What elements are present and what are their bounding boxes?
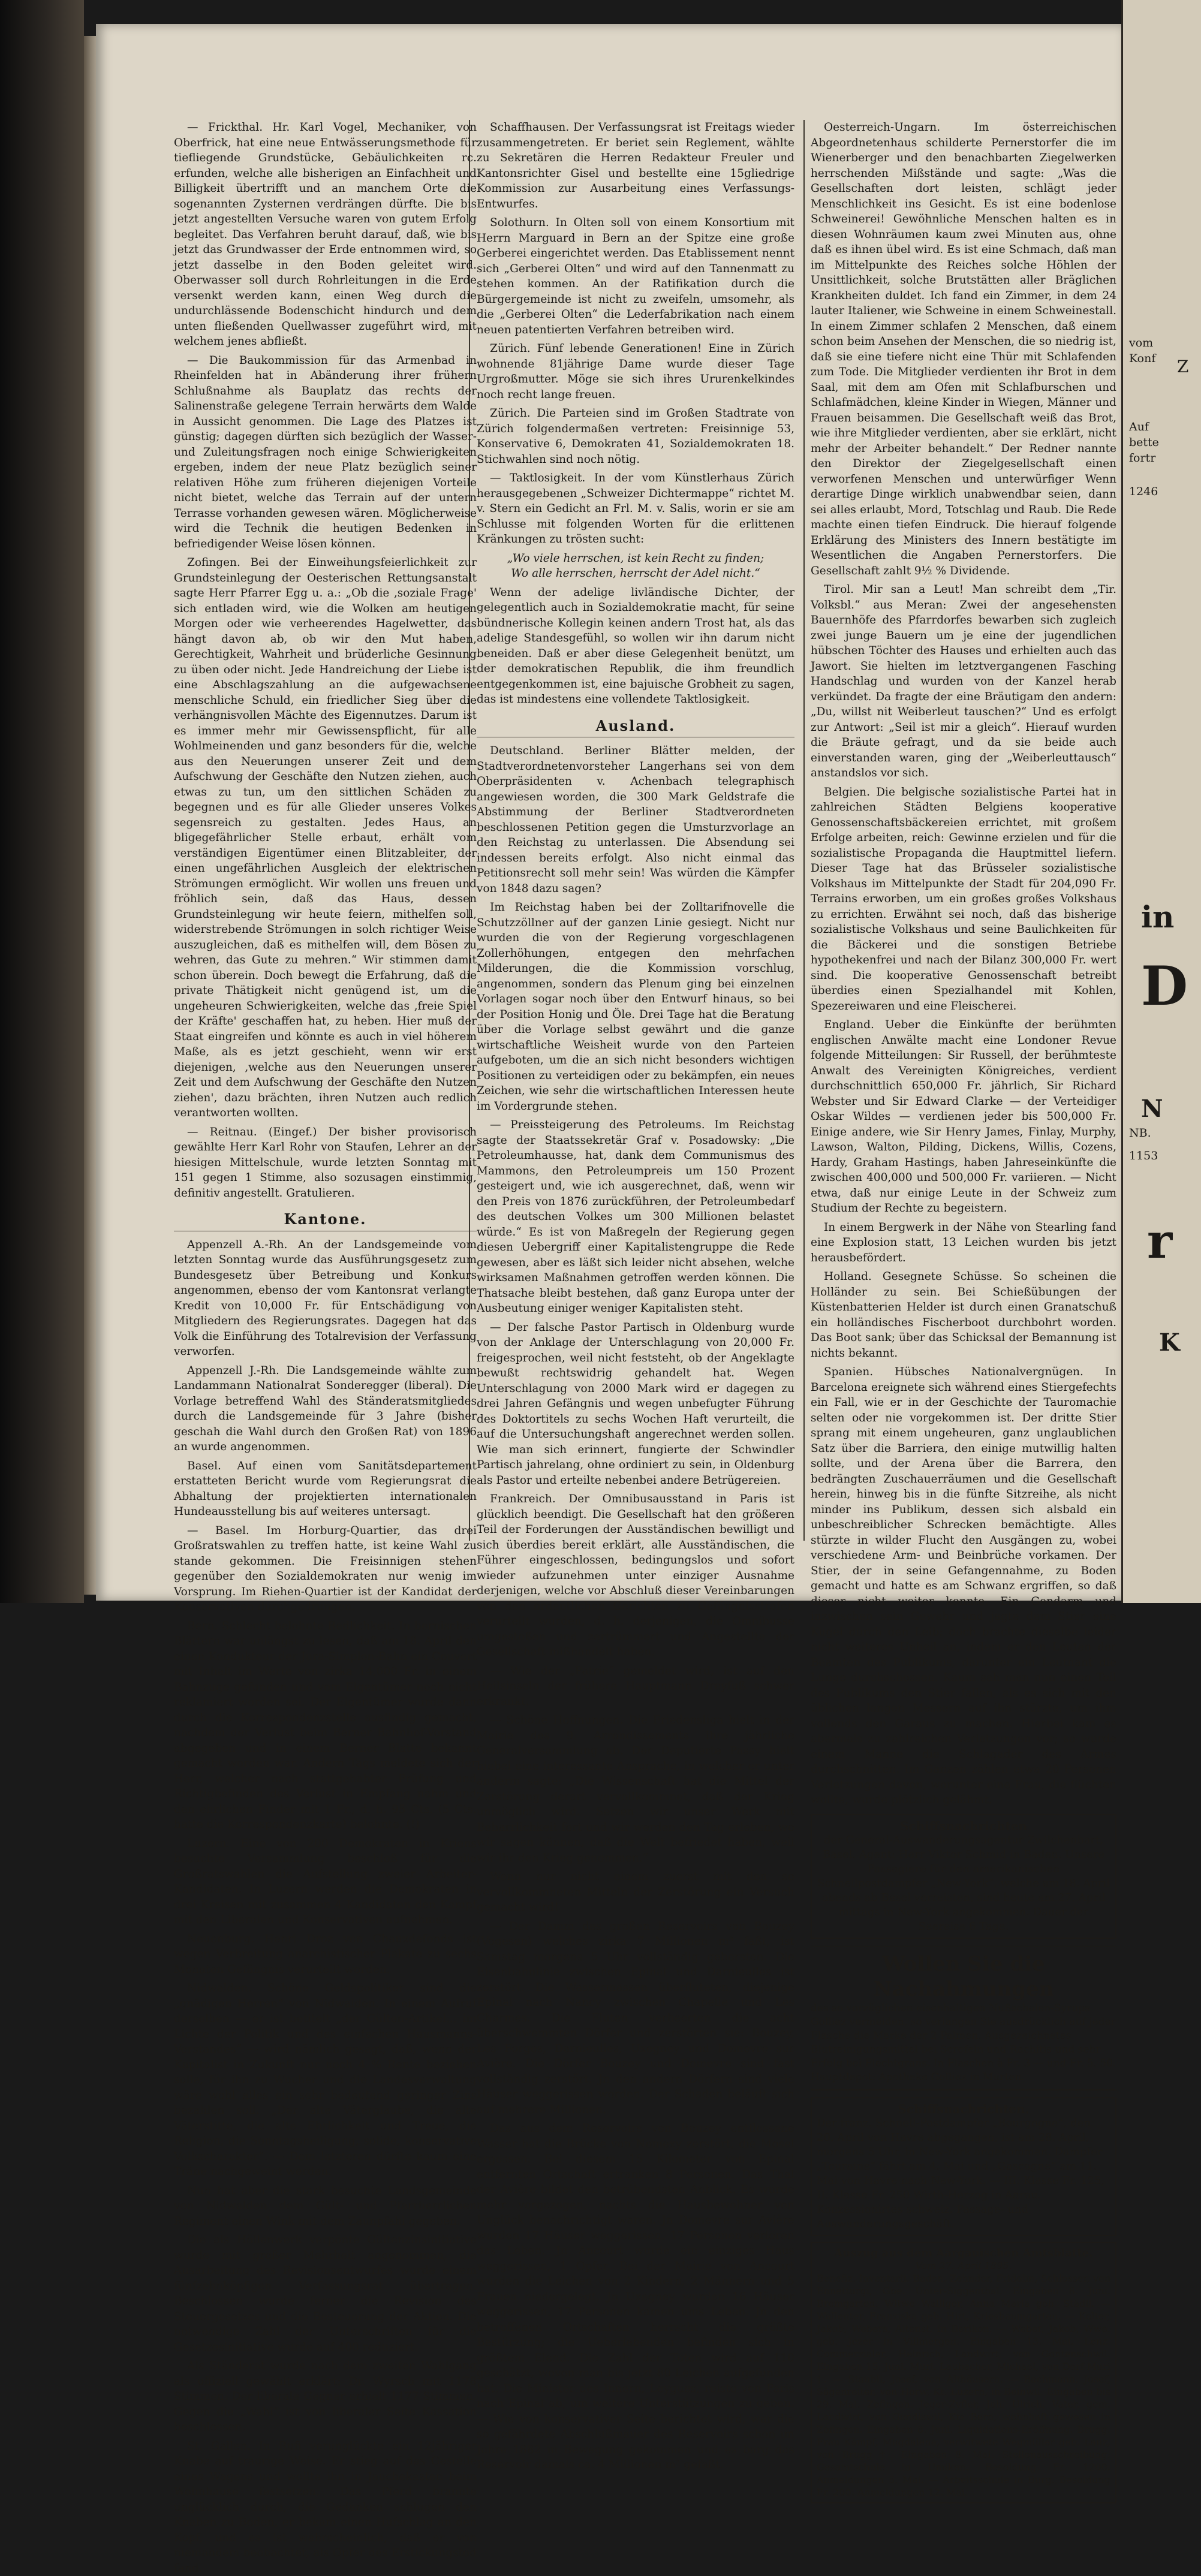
verse-line: Wo alle herrschen, herrscht der Adel nicht.“ xyxy=(477,566,794,582)
advert-golliez xyxy=(811,1945,1116,2091)
adjacent-page-fragment: N xyxy=(1141,1091,1163,1127)
column-rule xyxy=(803,120,805,1541)
article-bern: Bern. Schlecht belohnte Redlichkeit. In bernischen Blättern war unlängst zu lesen, daß am 18. April den einen Kondukteur der Jura-Simplon-Bahn ein Couvert mit Inhalt im Werte von zirka 14,000 Fr. in einem Bahnzuge gefunden und vom Eigentümer noch nicht reklamiert worden sei. Der Eigentümer wurde dann durch die Korrespondenzstelle ausfindig gemacht, nachdem der Verlust beim Berner Bahnhof-Vorstand abgegeben und in einem Berner Blatte bekannt gemacht worden war. Andern Tags meldete sich der Herr, welcher nach stattgehabter Prüfung und Richtigbefinden des Verlust in Empfang nahm und den ehrlichen Finder mit 1 Fr., d. h. 95 Cts. (5 Cts. hatte die Korrespondenzkarte) belohnte. (!) xyxy=(174,1619,477,1833)
article-oesterreich: Oesterreich-Ungarn. Im österreichischen Abgeordnetenhaus schilderte Pernerstorfer die im Wienerberger und den benachbarten Ziegelwerken herrschenden Mißstände und sagte: „Was die Gesellschaften dort leisten, schlägt jeder Menschlichkeit ins Gesicht. Es ist eine bodenlose Schweinerei! Gewöhnliche Menschen halten es in diesen Wohnräumen kaum zwei Minuten aus, ohne daß es ihnen übel wird. Es ist eine Schmach, daß man im Mittelpunkte des Reiches solche Höhlen der Unsittlichkeit, solche Brutstätten aller Bräglichen Krankheiten duldet. Ich fand ein Zimmer, in dem 24 lauter Italiener, wie Schweine in einem Schweinestall. In einem Zimmer schlafen 2 Menschen, daß einem schon beim Ansehen der Menschen, die so niedrig ist, daß sie eine tiefere nicht eine Thür mit Schlafenden zum Tode. Die Mitglieder verdienten ihr Brot in dem Saal, mit dem am Ofen mit Schlafburschen und Schlafmädchen, kleine Kinder in Wiegen, Männer und Frauen beisammen. Die Gesellschaft weiß das Brot, wie ihre Mitglieder verdienten, aber sie erklärt, nicht mehr der Arbeiter behandelt.“ Der Redner nannte den Direktor der Ziegelgesellschaft einen verworfenen Menschen und unterwürfiger Wenn derartige Dinge wirklich unabwendbar seien, dann sei alles erlaubt, Mord, Totschlag und Raub. Die Rede machte einen tiefen Eindruck. Die hierauf folgende Erklärung des Ministers des Innern bestätigte im Wesentlichen die Angaben Pernerstorfers. Die Gesellschaft zahlt 9½ % Dividende. xyxy=(811,120,1116,579)
article-pastor: — Der falsche Pastor Partisch in Oldenburg wurde von der Anklage der Unterschlagung von 20,000 Fr. freigesprochen, weil nicht feststeht, ob der Angeklagte bewußt rechtswidrig gehandelt hat. Wegen Unterschlagung von 2000 Mark wird er dagegen zu drei Jahren Gefängnis und wegen unbefugter Führung des Doktortitels zu sechs Wochen Haft verurteilt, die auf die Untersuchungshaft angerechnet werden sollen. Wie man sich erinnert, fungierte der Schwindler Partisch jahrelang, ohne ordiniert zu sein, in Oldenburg als Pastor und erteilte nebenbei andere Betrügereien. xyxy=(477,1320,794,1489)
advert-body: Der franz. Schnell-Postdampfer „Bourgogne“, den 20. April von Havre abgegangen, ist am 28. April, morgens 5 Uhr, in New-York angekommen. Dampfer „Touraine“ fährt am 4. Mai und „Gascogne“ am 11. Mai von Havre nach New-York. — III. Klasse Fr. 125, II. Klasse Fr. 250 Wirth-Herzog in Aarau. Konzessionirtes schweiz. Passage- und Auswanderungsgeschäft. xyxy=(817,2116,1110,2231)
amtsblatt-date: Vom 27. April 1895. xyxy=(817,2259,1110,2272)
article-holland: Holland. Gesegnete Schüsse. So scheinen die Holländer zu sein. Bei Schießübungen der Küstenbatterien Helder ist durch einen Granatschuß ein holländisches Fischerboot durchbohrt worden. Das Boot sank; über das Schicksal der Bemannung ist nichts bekannt. xyxy=(811,1269,1116,1361)
advert-heading: Schiffsnachrichten. xyxy=(817,2102,1110,2116)
article-nidwalden-4: Als Ständerat wurde nach dem zweiten Wahlgang als offiziell gewählt erklärt: Dr. Wyrsch mit 1178 Stimmen. Der liberale Gegner erhielt 1177 Stimmen. Gegen die „Wahl“ ist von liberaler Seite Kassation beschlossen. xyxy=(174,2358,477,2435)
adjacent-page-fragment: D xyxy=(1141,959,1188,1013)
article-bergwerk: In einem Bergwerk in der Nähe von Stearling fand eine Explosion statt, 13 Leichen wurden bis jetzt herausbefördert. xyxy=(811,1220,1116,1266)
article-reichstag: Im Reichstag haben bei der Zolltarifnovelle die Schutzzöllner auf der ganzen Linie gesiegt. Nicht nur wurden die von der Regierung vorgeschlagenen Zollerhöhungen, entgegen den mehrfachen Milderungen, die die Kommission vorschlug, angenommen, sondern das Plenum ging bei einzelnen Vorlagen sogar noch über den Entwurf hinaus, so bei der Position Honig und Öle. Drei Tage hat die Beratung über die Vorlage selbst gewährt und die ganze wirtschaftliche Weisheit wurde von den Parteien aufgeboten, um die an sich nicht besonders wichtigen Positionen zu verteidigen oder zu bekämpfen, ein neues Zeichen, wie sehr die wirtschaftlichen Interessen heute im Vordergrunde stehen. xyxy=(477,900,794,1114)
advert-schiffsnachrichten-bourgogne xyxy=(811,2097,1116,2236)
adjacent-page-fragment: Konf xyxy=(1129,351,1155,366)
section-heading-ausland: Ausland. xyxy=(477,718,794,738)
article-nidwalden-2: Nun hat aber die stark besuchte Landsgemeinde von Nidwalden dem Gült- und Pfarrherrlichen Regiment einen Wink mit dem Zaunpfahl gegeben. xyxy=(174,2183,477,2229)
book-edge xyxy=(0,0,84,1603)
article-nidwalden: Nidwalden. Schöne Geldspolitiker sind die „gnädigen Herren“ von Nidwalden. In einem Aufruf derselben — er ist betitelt „der Gülten-Artikel... im Lichte der Politik und des einfachen Hausmanns-Verstandes“ — wird nämlich gesagt, daß, wenn der Kapitalist in Zukunft nur noch 4 % Rente beziehen solle, für ihn zu Wucher und die Landesverwaltung wäre wohl alles ein sehr bedeutend geringer Zins bezahlen soll. „Der alte Väterglaube, die alte Väterstitte, die alte Ehrlichkeit und Treue, die Religion, die Sonntagsheiligung, solide, konservative Volkscharakter“. — Dem letzteren dürfte kaum eine Träne nachgeweint werden. xyxy=(174,1981,477,2180)
adjacent-page-fragment: 1246 xyxy=(1129,484,1158,499)
article-zuerich-generationen: Zürich. Fünf lebende Generationen! Eine in Zürich wohnende 81jährige Dame wurde dieser Tage Urgroßmutter. Möge sie sich ihres Ururenkelkindes noch recht lange freuen. xyxy=(477,341,794,402)
article-basel: Basel. Auf einen vom Sanitätsdepartement erstatteten Bericht wurde vom Regierungsrat die Abhaltung der projektierten internationalen Hundeausstellung bis auf weiteres untersagt. xyxy=(174,1459,477,1520)
adjacent-page-fragment: K xyxy=(1159,1325,1180,1361)
article-appenzell-ir: Appenzell J.-Rh. Die Landsgemeinde wählte zum Landammann Nationalrat Sonderegger (liberal). Die Vorlage betreffend Wahl des Ständeratsmitgliedes durch die Landsgemeinde für 3 Jahre (bisher geschah die Wahl durch den Großen Rat) von 1896 an wurde angenommen. xyxy=(174,1363,477,1455)
article-reitnau: — Reitnau. (Eingef.) Der bisher provisorisch gewählte Herr Karl Rohr von Staufen, Lehrer an der hiesigen Mittelschule, wurde letzten Sonntag mit 151 gegen 1 Stimme, also sozusagen einstimmig, definitiv angestellt. Gratulieren. xyxy=(174,1125,477,1201)
article-bouzey-2: Das aus dem Reservoirs von Bouzey entflossene Wasser hat die Brücke von Nomexy zerstört, die Mosel ergossen. Bei diesem 15 Kilometer von Epinal entfernten Ortschaft ertranken 8 Personen. Das Thal der Avière bildet den betrübendsten Anblick. Es wurde mehr vorgezogen, nachts die Hausbewohner von Unglück benachrichtigt waren. Jn Domevre sur Avière wurden 17 Häuser weggerissen, 17 Personen verloren das Leben. Jn Ancourt wurde ein einziges Haus weggerissen, 1 Opfer. Bei der Mairie von Ancourt wurden die Leichen von 2 Kindern, 2 Männern und 5 Frauen niedergelegt. Jn Uxegney wurden 16 Häuser weggerissen, 17 Personen kamen ums Leben. Jn den betroffenen Ortschaften herrscht die größte Bestürzung; die Ueberlebenden befinden sich in größtem Elend. Die Zahl der Toten wird auf 110 geschätzt, wovon man bis jetzt 80 Leichen aufgefunden hat. Die Minister des Innern, Leygues, reiste von Paris nach Epinal ab, um weitere Unterstützungen zu geben. — Wie von konservativer Seite berichtet wird, war die so gefährdete Abschlußmauer des Reservoirs schon im Jahre 1882 in Bewegung gekommen und es barg das Reservoir damals ca. 4 Millionen m³ gefaßt. xyxy=(477,2121,794,2473)
article-solothurn: Solothurn. In Olten soll von einem Konsortium mit Herrn Marguard in Bern an der Spitze eine große Gerberei eingerichtet werden. Das Etablissement nennt sich „Gerberei Olten“ und wird auf den Tannenmatt zu stehen kommen. An der Ratifikation durch die Bürgergemeinde ist nicht zu zweifeln, umsomehr, als die „Gerberei Olten“ die Lederfabrikation nach einem neuen patentierten Verfahren betreiben wird. xyxy=(477,215,794,338)
article-hoffnungen-2: Wenn nur nicht einem zuerst mit den so vervollkommneten Mitteln der Zerstörung ein Versuch gemacht wird! xyxy=(477,1869,794,1915)
article-nidwalden-3: Die als Höllenwerk verpönte Gültenzinsinitiative wurde mit großer Mehrheit angenommen, die Ausarbeitung des Revisionsentwurfes wurde einem fünfzehnköpfigen Verfassungsrat übertragen. Beschlossen wurde ferner die Revision des Steuergesetzes und die Besteuerung der Aktien. Die notwendige Zahl der Unterschriften für die Gesetzesinitiative wurde auf 400 reduziert. xyxy=(174,2232,477,2355)
adjacent-page-fragment: vom xyxy=(1129,336,1153,350)
article-england: England. Ueber die Einkünfte der berühmten englischen Anwälte macht eine Londoner Revue folgende Mitteilungen: Sir Russell, der berühmteste Anwalt des Vereinigten Königreiches, verdient durchschnittlich 650,000 Fr. jährlich, Sir Richard Webster und Sir Edward Clarke — der Verteidiger Oskar Wildes — verdienen jeder bis 500,000 Fr. Einige andere, wie Sir Henry James, Finlay, Murphy, Lawson, Walton, Pilding, Dickens, Willis, Cozens, Hardy, Graham Hastings, haben Jahreseinkünfte die zwischen 400,000 und 500,000 Fr. variieren. — Nicht etwa, daß nur einige Leute in der Schweiz zum Studium der Rechte zu begeistern. xyxy=(811,1017,1116,1216)
adjacent-page xyxy=(1121,0,1201,1603)
article-appenzell-ar: Appenzell A.-Rh. An der Landsgemeinde vom letzten Sonntag wurde das Ausführungsgesetz zum Bundesgesetz über Betreibung und Konkurs angenommen, ebenso der vom Kantonsrat verlangte Kredit von 10,000 Fr. für Entschädigung von Mitgliedern des Regierungsrates. Dagegen hat das Volk die Einführung des Totalrevision der Verfassung verworfen. xyxy=(174,1237,477,1360)
column-left xyxy=(174,120,477,1541)
article-bouzey: — Der Damm des großen Reservoirs von Bouzey (Vogesen) welches zirka 7 Millionen m³ faßt, ist Samstag morgens 5 Uhr vollständig geborsten. Die Eisenbahnlinie zwischen Epinal und Darnieulles ist zerstört. Die Wassermassen überfluteten, diejenige Epinal nach Nancy zwischen Chapelle und Les Charmes. Die Fluten verheerten die acht überschwemmten Dörfer und zerstörten sie: Bouzey, Les Forges, Darnieulles, Uxegney und Domevre sur Avière. Die Dörfer Bouzey und Domevre sind fast vollständig zerstört. Jn den andern Dörfern sind viele Häuser weggerissen worden. Der Schaden beläuft sich auf mehrere Millionen. xyxy=(477,1919,794,2118)
article-taktlosigkeit-2: Wenn der adelige livländische Dichter, der gelegentlich auch in Sozialdemokratie macht, für seine bündnerische Kollegin keinen andern Trost hat, als das adelige Standesgefühl, so wollen wir ihn darum nicht beneiden. Daß er aber diese Gelegenheit benützt, um der demokratischen Republik, die ihm freundlich entgegenkommen ist, eine bajuische Grobheit zu sagen, das ist mindestens eine vollendete Taktlosigkeit. xyxy=(477,585,794,707)
article-petroleum: — Preissteigerung des Petroleums. Im Reichstag sagte der Staatssekretär Graf v. Posadowsky: „Die Petroleumhausse, hat, dank dem Communismus des Mammons, den Petroleumpreis um 150 Prozent gesteigert und, wie ich ausgerechnet, daß, wenn wir den Preis von 1876 zurückführen, der Petroleumbedarf des deutschen Volkes um 300 Millionen belastet würde.“ Es ist von Maßregeln der Regierung gegen diesen Uebergriff einer Kapitalistengruppe die Rede gewesen, aber es läßt sich leider nicht absehen, welche wirksamen Maßnahmen getroffen werden können. Die Thatsache bleibt bestehen, daß ganz Europa unter der Ausbeutung einiger weniger Kapitalisten steht. xyxy=(477,1117,794,1316)
article-belgien: Belgien. Die belgische sozialistische Partei hat in zahlreichen Städten Belgiens kooperative Genossenschaftsbäckereien errichtet, mit großem Erfolge arbeiten, reich: Gewinne erzielen und für die sozialistische Propaganda die Hauptmittel liefern. Dieser Tage hat das Brüsseler sozialistische Volkshaus im Mittelpunkte der Stadt für 204,090 Fr. Terrains erworben, um ein großes großes Volkshaus zu errichten. Erwähnt sei noch, daß das bisherige sozialistische Volkshaus und seine Baulichkeiten für die Bäckerei und die sonstigen Betriebe hypothekenfrei und nach der Bilanz 300,000 Fr. wert sind. Die kooperative Genossenschaft betreibt überdies einen Spezialhandel mit Kohlen, Spezereiwaren und eine Fleischerei. xyxy=(811,785,1116,1014)
article-tirol: Tirol. Mir san a Leut! Man schreibt dem „Tir. Volksbl.“ aus Meran: Zwei der angesehensten Bauernhöfe des Pfarrdorfes bewarben sich zugleich zwei junge Bauern um je eine der jugendlichen hübschen Töchter des Hauses und erhielten auch das Jawort. Sie hielten im letztvergangenen Fasching Handschlag und wurden von der Kanzel herab verkündet. Da fragte der eine Bräutigam den andern: „Du, willst nit Weiberleut tauschen?“ Und es erfolgt zur Antwort: „Seil ist mir a gleich“. Hierauf wurden die Bräute gefragt, und da sie beide auch einverstanden waren, ging der „Weiberleuttausch“ anstandslos vor sich. xyxy=(811,582,1116,781)
column-middle xyxy=(477,120,794,1541)
advert-body: der General-Auswanderungsagentur Zwilchenbart, Basel. Agent: Herr Viktor Schmid in Baden. Unsere Passagiere für den amerikanischen Schnellpostdampfer „New-York“, welche am 18. April abends ab Basel verreisten, sind heute am 27. April mittags in New-York angekommen. Dauer der Seereise 6 Tage. xyxy=(817,1833,1110,1934)
adjacent-page-fragment: bette xyxy=(1129,435,1159,450)
article-deutschland: Deutschland. Berliner Blätter melden, der Stadtverordnetenvorsteher Langerhans sei von dem Oberpräsidenten v. Achenbach telegraphisch angewiesen worden, die 300 Mark Geldstrafe die Abstimmung der Berliner Stadtverordneten beschlossenen Petition gegen die Umsturzvorlage an den Reichstag zu unterlassen. Die Absendung sei indessen bereits erfolgt. Also nicht einmal das Petitionsrecht soll mehr sein! Was würden die Kämpfer von 1848 dazu sagen? xyxy=(477,743,794,896)
amtsblatt-body: Benefiz. Inventarii. Baden. Zehnder, Fridolin, Schlosser, von Ennetturgi, Gbe. Unter-Siggenthal. Eingaben 8. Juni. Bremgarten. Witwe Wälliger, Anna Maria geb. Städli. — Wallenter, Franziska geb. Hirt, Kriesbaumgarten. — Kolter, Jakob, Webers, Altenst. in Berikon. — Weber, Jakob, Wwe. geb. Jezer in Villmergen. Eingaben 13. Mai. Lenz. Commerzialer, Heinrich, Landwirt, von Gontenschwil. Eingaben 15. Juni. Muri. Laubacher, Michael, von Dorf-Muri †. — Staubli, Josef, von Althäusern. — Bachmann, Josef, Sägenreiter, von Horw, Kt. Luzern, in Beinwil. Eingaben bis 29. Mai. Zofingen. Jeger-Zyfler, Joh. Ulrich, Vater, gem. Landwirt, von Gondiswil, Kts Bern, wohnhaft gewesen in Zofingen. Eingaben 8. Juni. Liquidations-Eröffnung. Brugg. Frau Kämpf, Magdalena, verwitwete Wegmüller geb. Lanz, von Brugg †. Eingaben 8. Mai. Stellenausschreibung. Gesamtschule in Umiken. Besoldung Fr. 1200. Anmeldungen 5. Mai. — Arbeitsschule in Burg. Besoldung Fr. 200. Anmeldungen 12. Mai. xyxy=(817,2272,1110,2499)
advert-schiffsnachrichten-zwilchenbart xyxy=(811,1814,1116,1939)
column-right xyxy=(811,120,1116,1541)
adjacent-page-fragment: fortr xyxy=(1129,451,1155,465)
article-rheinfelden: — Die Baukommission für das Armenbad in Rheinfelden hat in Abänderung ihrer frühern Schlußnahme als Bauplatz das rechts der Salinenstraße gelegene Terrain herwärts dem Walde in Aussicht genommen. Die Lage des Platzes ist günstig; dagegen dürften sich bezüglich der Wasser- und Zuleitungsfragen noch einige Schwierigkeiten ergeben, indem der neue Platz bezüglich seiner relativen Höhe zum früheren diejenigen Vorteile nicht bietet, welche das Terrain auf der untern Terrasse vorhanden gewesen wären. Möglicherweise wird die Technik die heutigen Bedenken in befriedigender Weise lösen können. xyxy=(174,353,477,552)
article-neuenburg: Neuenburg. Henri Droz von Chauxdefonds ist wegen Verbreitung anarchistischer Plakate zu sechs Monaten Gefängnis verurteilt worden. xyxy=(174,1932,477,1978)
adjacent-page-fragment: 1153 xyxy=(1129,1149,1158,1163)
adjacent-page-fragment: NB. xyxy=(1129,1126,1151,1140)
article-zofingen: Zofingen. Bei der Einweihungsfeierlichkeit zur Grundsteinlegung der Oesterischen Rettungsanstalt sagte Herr Pfarrer Egg u. a.: „Ob die ‚soziale Frage' sich entladen wird, wie die Wolken am heutigen Morgen oder wie verheerendes Hagelwetter, das hängt davon ab, ob wir den Mut haben, Gerechtigkeit, Wahrheit und brüderliche Gesinnung zu üben oder nicht. Jede Handreichung der Liebe ist eine Abschlagszahlung an die aufgewachsene menschliche Schuld, ein friedlicher Sieg über die verhängnisvollen Mächte des Eigennutzes. Darum ist es immer mehr mir Gewissenspflicht, für alle Wohlmeinenden und ganz besonders für die, welche aus den Neuerungen unserer Zeit und dem Aufschwung der Geschäfte den Nutzen ziehen, auch etwas zu tun, um den sittlichen Schäden zu begegnen und es für alle Glieder unseres Volkes segensreich zu gestalten. Jedes Haus, an bligegefährlicher Stelle erbaut, erhält vom verständigen Eigentümer einen Blitzableiter, der einen ungefährlichen Ausgleich der elektrischen Strömungen ermöglicht. Wir wollen uns freuen und fröhlich sein, daß das Haus, dessen Grundsteinlegung wir heute feiern, mithelfen soll, widerstrebende Strömungen in solch richtiger Weise auszugleichen, daß es mithelfen will, dem Bösen zu wehren, das Gute zu mehren.“ Wir stimmen damit schon überein. Doch bewegt die Erfahrung, daß die private Thätigkeit nicht genügend ist, um die ungeheuren Schwierigkeiten, welche das ‚freie Spiel der Kräfte' geschaffen hat, zu heben. Hier muß der Staat eingreifen und könnte es auch in viel höherem Maße, als es jetzt geschieht, wenn wir erst diejenigen, ‚welche aus den Neuerungen unserer Zeit und dem Aufschwung der Geschäfte den Nutzen ziehen', dazu brächten, ihren Nutzen auch redlich verantworten wollten. xyxy=(174,555,477,1121)
adjacent-page-fragment: in xyxy=(1141,899,1174,935)
article-basel-wahlen: — Basel. Im Horburg-Quartier, das drei Großratswahlen zu treffen hatte, ist keine Wahl zu stande gekommen. Die Freisinnigen stehen gegenüber den Sozialdemokraten nur wenig im Vorsprung. Im Riehen-Quartier ist der Kandidat der Konservativen durchgedrungen. xyxy=(174,1523,477,1615)
article-st-gallen: St. Gallen. In Rufi verunglückte ein 12jähriger Knabe auf traurige Weise. Er stieg auf das Gestelle eines Wagens und wollte ihn in Jauchekasten beim Wohnhause festsetzen. Das Pferd brannte unglücklich durch, die Gedanken schlugen den Knaben zu Boden, er bekam einen Hufschlag an den Kopf, und es ist wahrscheinlich, daß er von niemandem beobachtet, als Opfer des Erstickungstod fand. xyxy=(174,2439,477,2576)
advert-title: Wollen Sie die Nachahmungen xyxy=(811,1951,1116,2002)
article-schaffhausen: Schaffhausen. Der Verfassungsrat ist Freitags wieder zusammengetreten. Er beriet sein Reglement, wählte zu Sekretären die Herren Redakteur Freuler und Kantonsrichter Gisel und bestellte eine 15gliedrige Kommission zur Ausarbeitung eines Verfassungs-Entwurfes. xyxy=(477,120,794,212)
article-spanien: Spanien. Hübsches Nationalvergnügen. In Barcelona ereignete sich während eines Stiergefechts ein Fall, wie er in der Geschichte der Tauromachie selten oder nie vorgekommen ist. Der dritte Stier sprang mit einem ungeheuren, ganz unglaublichen Satz über die Barriera, den einige mutwillig halten sollte, und der Arena über die Barrera, den bedrängten Zuschauerräumen und die Gesellschaft herein, hinweg bis in die fünfte Sitzreihe, als nicht minder ins Publikum, dessen sich alsbald ein unbeschreiblicher Schrecken bemächtigte. Alles stürzte in wilder Flucht den Ausgängen zu, wobei verschiedene Arm- und Beinbrüche vorkamen. Der Stier, der in seine Gefangennahme, zu Boden gemacht und hatte es am Schwanz ergriffen, so daß dieser nicht weiter konnte. Ein Gendarm und inzwischen sein Gewehr und jagte dem Stier eine Kugel durch den Leib; doch brachte dieselbe leider nicht weiteres Unheil an, indem er den Leuten der Beamten des Publikums, darunter ein Leutnant die Lunge durchschossen. Kaum sah man nun einen Teil des Publikums den Stier fallen, als es sich mit den üblichen langen Messern auf ihn stürzte, um ihm vollends den Garaus zu machen. Hierbei kam es abermals zu zahlreichen Verletzungen vor; so wurde einem Manne die Schlagader des Armes durchschnitten. Im Ganzen zählen etwa 20 Personen Verletzungen davon, worunter eine Frau, die flüchten wollte, wurde plötzlich gelähmt. xyxy=(811,1364,1116,1808)
advert-body: des so vorzüglichen eisenhaltigen Nußschalen-Syrups Golliez vermeiden, so verlangen Sie ausdrücklich auf jeder Flasche die Marke der 2 Palmen. Ausgezeichnetes Blutreinigungsmittel bei Scrofeln und Rachitis und sehr Erfolg bei Flechtgrans. In Flaschen à Fr. 3 — und Fr. 5. 50. Hauptdepot: Apotheke Golliez in Murten. xyxy=(811,2002,1116,2084)
article-taktlosigkeit: — Taktlosigkeit. In der vom Künstlerhaus Zürich herausgegebenen „Schweizer Dichtermappe“ richtet M. v. Stern ein Gedicht an Frl. M. v. Salis, worin er sie am Schlusse mit folgenden Worten für die erlittenen Kränkungen zu trösten sucht: xyxy=(477,471,794,547)
article-dreyfuss: — Wie der „Patrie“ gemeldet wird, ist auf den Heilsinseln der frühere Hauptmann Dreyfuß schwer erkrankt. xyxy=(477,1664,794,1710)
advert-heading: Schiffsnachrichten xyxy=(817,1819,1110,1833)
article-luzern: Luzern. Eine von 200 Demokraten in Kriens besuchte Versammlung beschloß für die Großratswahlen die Aufstellung zweier Arbeiter-Kandidaten. In Luzern werden die Demokraten in drei Kreisen mit zusammen 4 Kandidaten den Kampf mit den Liberalen und Konservativen aufnehmen. xyxy=(174,1836,477,1928)
article-zuerich-parteien: Zürich. Die Parteien sind im Großen Stadtrate von Zürich folgendermaßen vertreten: Freisinnige 53, Konservative 6, Demokraten 41, Sozialdemokraten 18. Stichwahlen sind noch nötig. xyxy=(477,406,794,467)
amtsblatt-excerpt xyxy=(811,2242,1116,2503)
section-heading-kantone: Kantone. xyxy=(174,1212,477,1231)
amtsblatt-heading: Auszug aus dem Aargauischen Amtsblatte. xyxy=(817,2247,1110,2259)
article-frankreich: Frankreich. Der Omnibusausstand in Paris ist glücklich beendigt. Die Gesellschaft hat den größeren Teil der Forderungen der Ausständischen bewilligt und sich überdies bereit erklärt, alle Ausständischen, die Führer eingeschlossen, bedingungslos und sofort wieder aufzunehmen unter einziger Ausnahme derjenigen, welche vor Abschluß dieser Vereinbarungen von den ordentlichen Gerichten zu Gefängnisstrafen verurteilt wurden, d. h. derjenigen, die Omnibusse umgestoßen und zertrümmert und Angestellte der Gesellschaft mißhandelt haben. xyxy=(477,1492,794,1660)
adjacent-page-fragment: Auf xyxy=(1129,420,1149,434)
verse-line: „Wo viele herrschen, ist kein Recht zu finden; xyxy=(477,551,794,567)
article-frickthal: — Frickthal. Hr. Karl Vogel, Mechaniker, von Oberfrick, hat eine neue Entwässerungsmethode für tiefliegende Grundstücke, Gebäulichkeiten rc. erfunden, welche alle bisherigen an Einfachheit und Billigkeit übertrifft und an manchem Orte die sogenannten Zysternen verdrängen dürfte. Die bis jetzt angestellten Versuche waren von gutem Erfolg begleitet. Das Verfahren beruht darauf, daß, wie bis jetzt das Grundwasser der Erde entnommen wird, so jetzt dasselbe in den Boden geleitet wird. Oberwasser soll durch Rohrleitungen in die Erde versenkt werden kann, einen Weg durch die undurchlässende Bodenschicht hindurch und dem unten fließenden Quellwasser zugeführt wird, mit welchem jenes abfließt. xyxy=(174,120,477,350)
article-hoffnungen: — Schöne Hoffnungen. Die Friedensliga hielt in der Mairie des 9. Arrondissements ihre jährliche Generalversammlung ab. Der Deputierte Passy hielt hiebei eine interessante Ansprache, in welcher er unter anderm sagte: „Die Wissenschaft hat die Mittel der Zerstörung derart vervollkommnet, daß der Krieg unmöglich wird. Setzen wir unser Werk mit Beharrlichkeit fort und wir werden den Tag erleben, wo wir sagen können, daß die Welt befriedet haben, weil wir ihr den Krieg genommen.“ xyxy=(477,1713,794,1866)
adjacent-page-fragment: r xyxy=(1147,1217,1172,1265)
adjacent-page-fragment: Z xyxy=(1177,360,1188,374)
